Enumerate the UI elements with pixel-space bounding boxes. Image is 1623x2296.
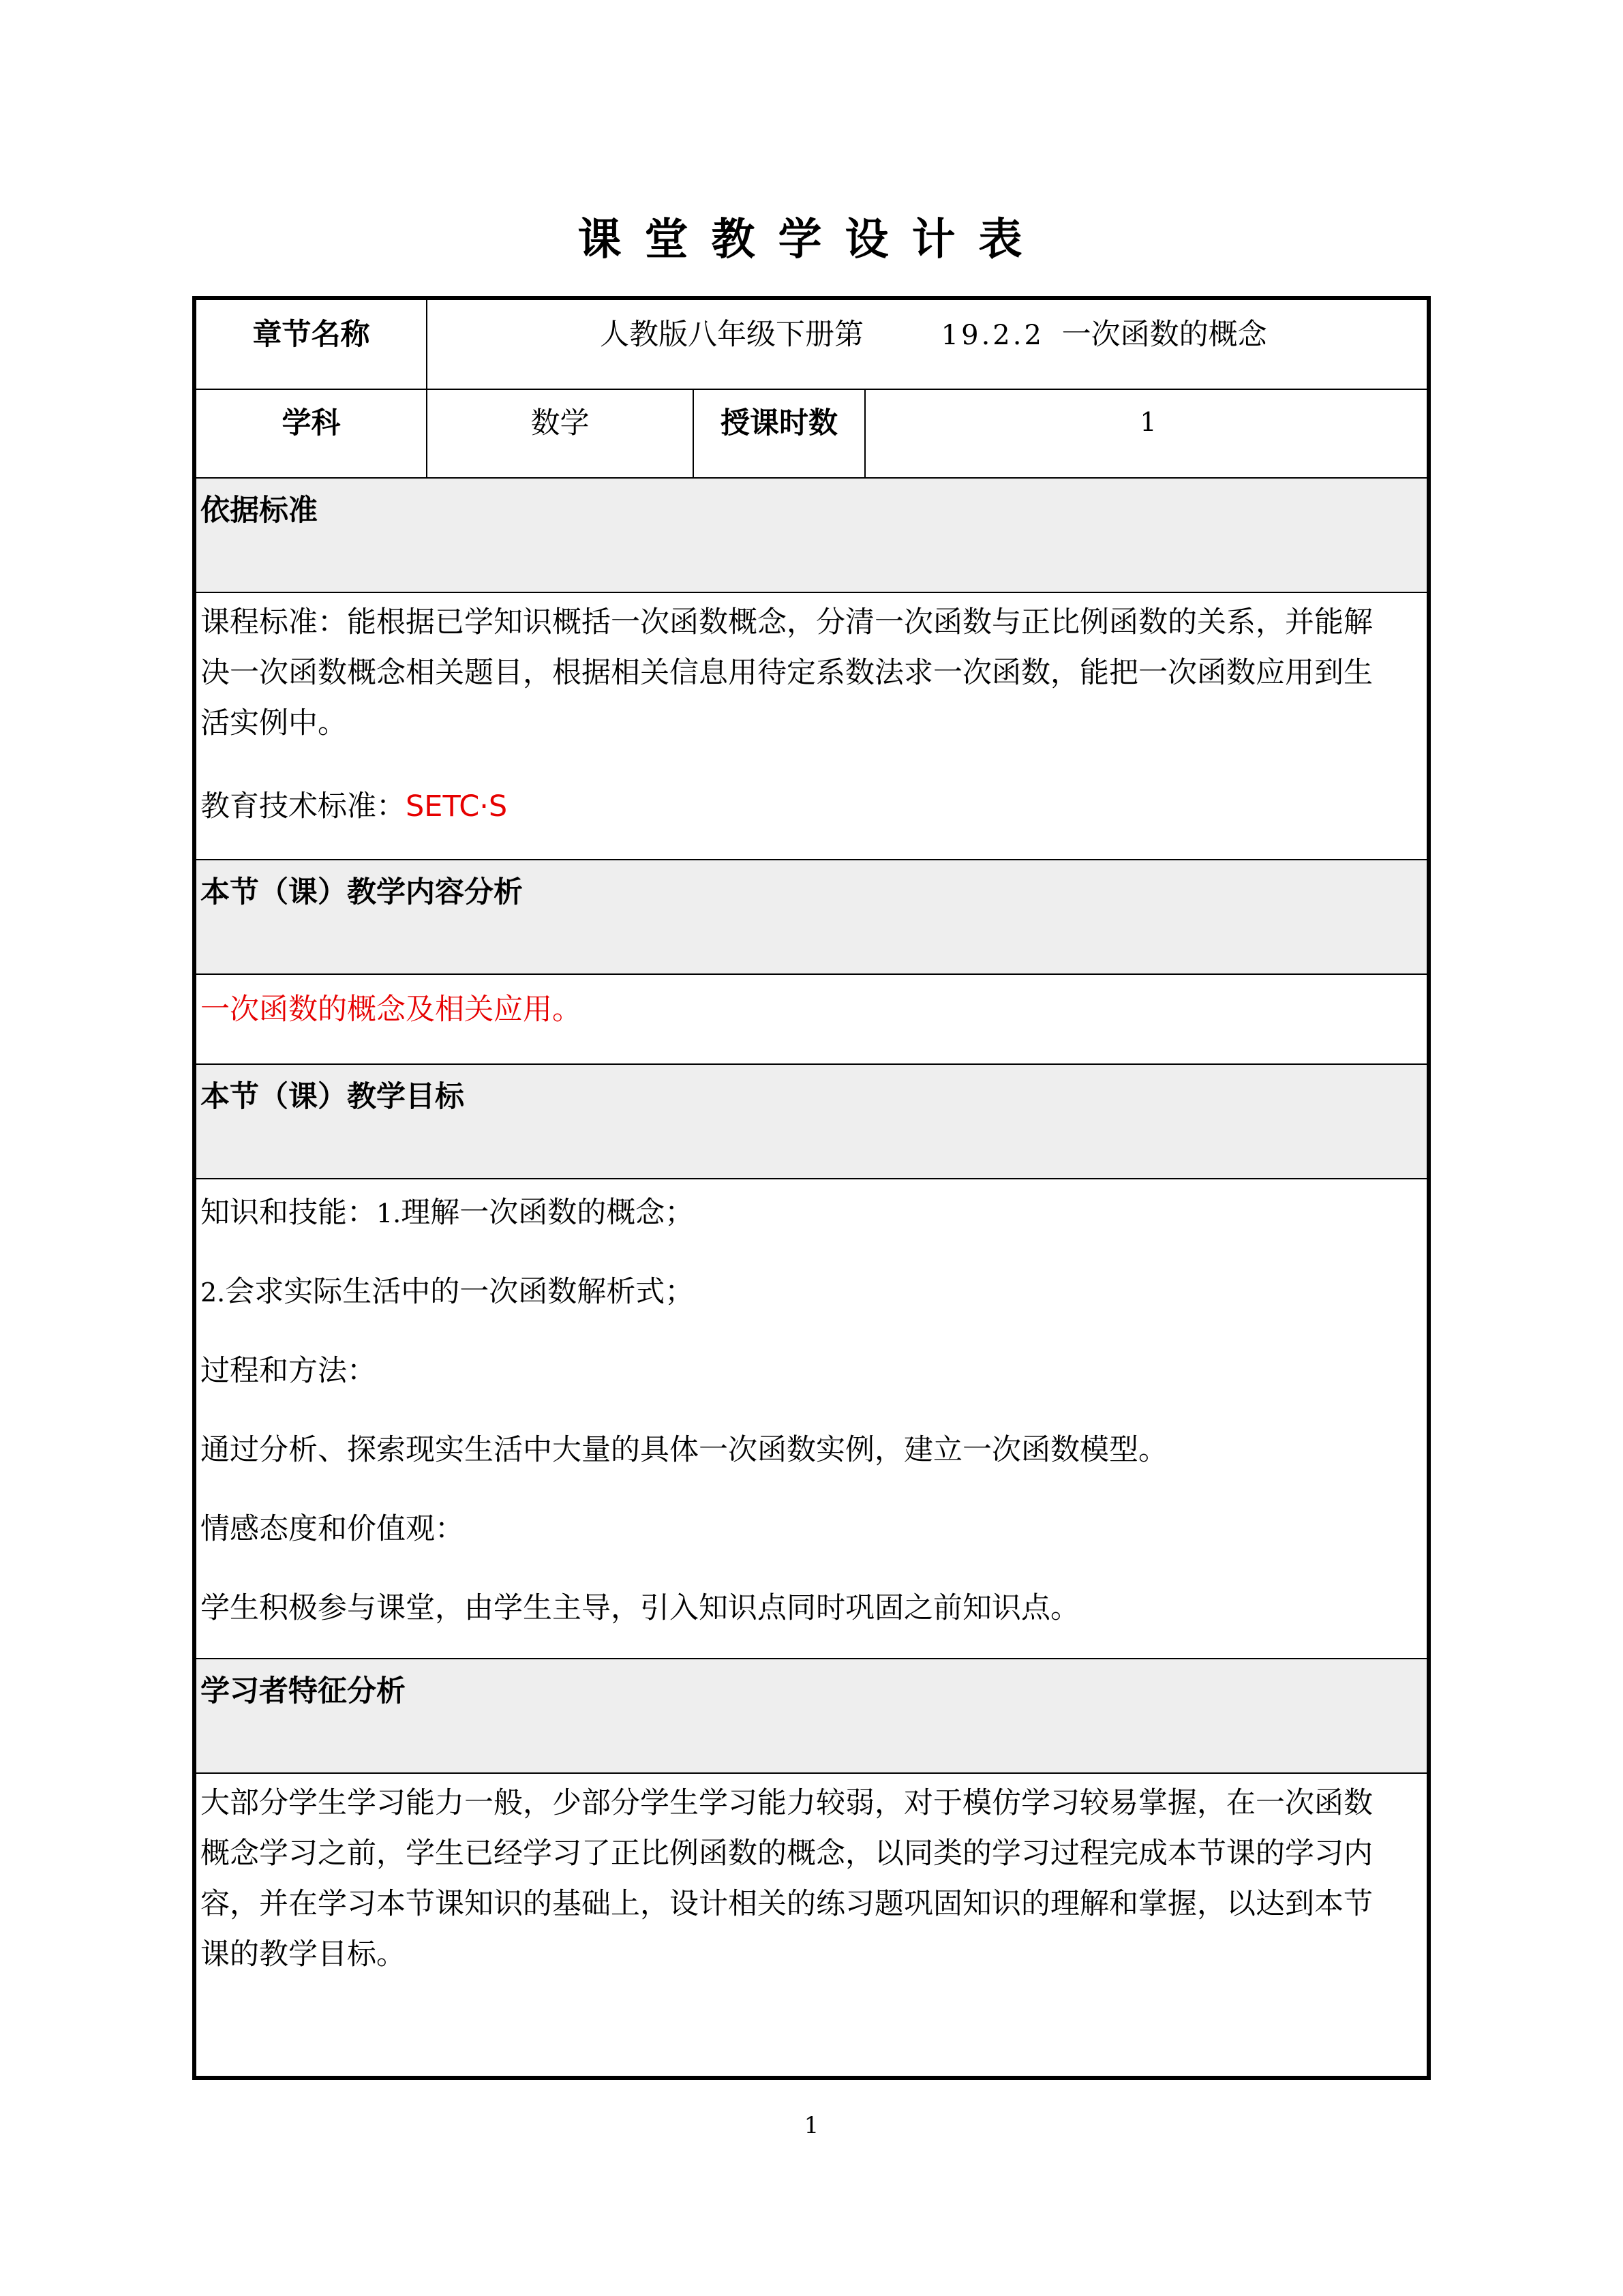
row-divider: [196, 1658, 1427, 1659]
tech-standard: [200, 781, 1399, 832]
row-divider: [196, 973, 1427, 975]
page-title: 课堂教学设计表: [577, 215, 1046, 265]
learner-analysis-heading: 学习者特征分析: [200, 1674, 406, 1708]
tech-standard-label: 教育技术标准：: [200, 789, 406, 824]
subject-label: 学科: [282, 406, 341, 440]
chapter-value-suffix: 一次函数的概念: [1061, 318, 1267, 352]
content-analysis-heading: 本节（课）教学内容分析: [200, 875, 523, 909]
knowledge-item2: 会求实际生活中的一次函数解析式；: [225, 1275, 695, 1309]
content-analysis-text: 一次函数的概念及相关应用。: [200, 993, 581, 1027]
chapter-value-prefix: 人教版八年级下册第: [600, 318, 864, 352]
row-divider: [196, 1772, 1427, 1774]
knowledge-item2-number: 2.: [200, 1278, 226, 1308]
row-divider: [196, 477, 1427, 479]
subject-value: 数学: [530, 406, 590, 440]
process-text: 通过分析、探索现实生活中大量的具体一次函数实例，建立一次函数模型。: [200, 1433, 1168, 1467]
knowledge-skills-label: 知识和技能：: [200, 1196, 376, 1230]
knowledge-skills-line: [200, 1188, 1399, 1239]
process-label: 过程和方法：: [200, 1354, 376, 1388]
standard-heading: 依据标准: [200, 494, 318, 528]
emotion-text: 学生积极参与课堂，由学生主导，引入知识点同时巩固之前知识点。: [200, 1591, 1080, 1625]
row-divider: [196, 592, 1427, 593]
row-divider: [196, 389, 1427, 390]
hours-value: 1: [1140, 407, 1157, 437]
chapter-label: 章节名称: [252, 318, 370, 352]
chapter-number: 19.2.2: [941, 320, 1044, 351]
hours-label: 授课时数: [721, 406, 838, 440]
knowledge-item1-number: 1.: [376, 1198, 401, 1228]
standard-header-band: [196, 479, 1427, 592]
column-divider: [426, 300, 427, 479]
chapter-value: [600, 314, 1267, 357]
row-divider: [196, 1063, 1427, 1065]
objectives-heading: 本节（课）教学目标: [200, 1080, 464, 1114]
page-number: 1: [804, 2112, 819, 2139]
emotion-label: 情感态度和价值观：: [200, 1512, 464, 1546]
row-divider: [196, 1178, 1427, 1179]
lesson-design-table: [192, 296, 1431, 2080]
row-divider: [196, 859, 1427, 860]
learner-analysis-text: 大部分学生学习能力一般，少部分学生学习能力较弱，对于模仿学习较易掌握，在一次函数概念学习之前，学生已经学习了正比例函数的概念，以同类的学习过程完成本节课的学习内容，并在学习本节课知识的基础上，设计相关的练习题巩固知识的理解和掌握，以达到本节课的教学目标。: [200, 1786, 1373, 1972]
knowledge-item2-line: [200, 1267, 1399, 1318]
curriculum-standard-text: 课程标准：能根据已学知识概括一次函数概念，分清一次函数与正比例函数的关系，并能解决一次函数概念相关题目，根据相关信息用待定系数法求一次函数，能把一次函数应用到生活实例中。: [200, 605, 1373, 740]
knowledge-item1: 理解一次函数的概念；: [401, 1196, 695, 1230]
tech-standard-value: SETC·S: [406, 789, 508, 824]
